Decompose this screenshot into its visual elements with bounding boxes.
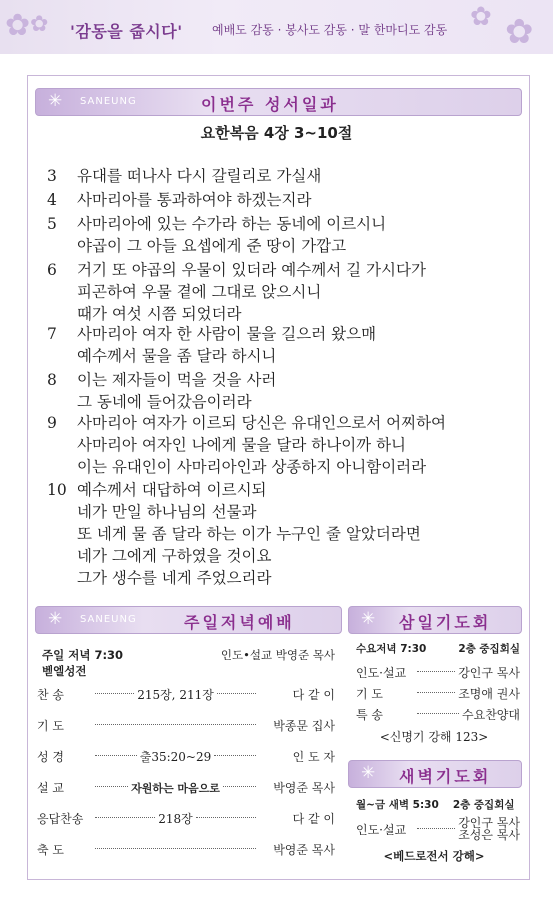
verse-10 [47,479,517,589]
order-label: 응답찬송 [37,812,84,826]
dot-leader [217,692,256,694]
verse-8 [47,369,517,413]
dawn-header-title: 새벽기도회 [399,767,492,786]
order-person: 박영준 목사 [273,843,335,857]
dot-leader [417,712,459,714]
evening-place: 벧엘성전 [42,664,87,678]
verse-number: 9 [47,414,57,432]
dot-leader [95,723,256,725]
star-icon: ✳ [48,609,63,629]
verse-6 [47,259,517,325]
wednesday-row [356,664,520,681]
verse-number: 6 [47,261,57,279]
dawn-header-bar [348,760,522,788]
dawn-note: <베드로전서 강해> [383,849,485,863]
flower-icon: ✿ [505,12,534,52]
verse-9 [47,412,517,478]
order-person: 다 같 이 [292,688,335,702]
wednesday-person: 강인구 목사 [458,666,520,680]
order-label: 축 도 [37,843,64,857]
verse-text: 거기 또 야곱의 우물이 있더라 예수께서 길 가시다가 피곤하여 우물 곁에 그대로 앉으시니 때가 여섯 시쯤 되었더라 [77,261,426,323]
verse-text: 예수께서 대답하여 이르시되 네가 만일 하나님의 선물과 또 네게 물 좀 달라 하는 이가 누구인 줄 알았더라면 네가 그에게 구하였을 것이요 그가 생수를 네게 주었으리라 [77,481,421,587]
brand-label: SANEUNG [80,614,137,625]
dot-leader [417,670,455,672]
verse-number: 7 [47,325,57,343]
evening-leader: 인도•설교 박영준 목사 [220,648,335,662]
dawn-time: 월~금 새벽 5:30 [356,799,439,811]
dot-leader [214,754,256,756]
dot-leader [196,816,256,818]
verse-number: 5 [47,215,57,233]
dot-leader [95,785,128,787]
order-row [37,779,335,796]
order-label: 기 도 [37,719,64,733]
verse-text: 이는 제자들이 먹을 것을 사러 그 동네에 들어갔음이러라 [77,371,277,411]
order-person: 박종문 집사 [273,719,335,733]
order-person: 박영준 목사 [273,781,335,795]
wednesday-time: 수요저녁 7:30 [356,643,427,655]
wednesday-label: 인도·설교 [356,666,407,680]
order-detail: 출35:20~29 [139,750,212,764]
star-icon: ✳ [361,763,376,783]
verse-number: 3 [47,167,57,185]
evening-time: 주일 저녁 7:30 [42,648,124,662]
banner-title: '감동을 줍시다' [70,22,183,41]
passage-reference: 요한복음 4장 3~10절 [200,124,353,142]
verse-text: 사마리아에 있는 수가라 하는 동네에 이르시니 야곱이 그 아들 요셉에게 준 땅이 가깝고 [77,215,387,255]
wednesday-note: <신명기 강해 123> [379,730,489,744]
wednesday-person: 수요찬양대 [462,708,520,722]
dot-leader [223,785,256,787]
order-row [37,717,335,734]
wednesday-person: 조명애 권사 [458,687,520,701]
dot-leader [417,691,455,693]
dawn-leader-2: 조성은 목사 [458,828,520,842]
flower-icon: ✿ [5,8,31,43]
order-detail: 218장 [158,812,193,826]
dot-leader [95,847,256,849]
order-row [37,686,335,703]
dawn-leader-1: 강인구 목사 [458,816,520,830]
dot-leader [95,754,137,756]
verse-text: 유대를 떠나사 다시 갈릴리로 가실새 [77,167,322,185]
brand-label: SANEUNG [80,96,137,107]
verse-text: 사마리아를 통과하여야 하겠는지라 [77,191,312,209]
star-icon: ✳ [361,609,376,629]
dawn-place: 2층 중집회실 [452,799,515,811]
dot-leader [95,692,134,694]
verse-7 [47,323,517,367]
verse-number: 8 [47,371,57,389]
dawn-info [356,797,520,812]
verse-3 [47,165,517,187]
verse-5 [47,213,517,257]
flower-icon: ✿ [470,2,492,32]
wednesday-header-bar [348,606,522,634]
dawn-row [356,817,520,841]
verse-text: 사마리아 여자 한 사람이 물을 길으러 왔으매 예수께서 물을 좀 달라 하시니 [77,325,377,365]
order-row [37,810,335,827]
wednesday-row [356,685,520,702]
sermon-title: 자원하는 마음으로 [131,781,220,795]
bible-header-bar [35,88,522,116]
order-row [37,748,335,765]
dawn-leaders [458,817,520,841]
order-row [37,841,335,858]
verse-number: 4 [47,191,57,209]
order-label: 설 교 [37,781,64,795]
order-label: 찬 송 [37,688,64,702]
wednesday-info [356,641,520,656]
banner-subtitle: 예배도 감동 · 봉사도 감동 · 말 한마디도 감동 [212,23,448,37]
wednesday-header-title: 삼일기도회 [399,613,492,632]
dawn-label: 인도·설교 [356,822,407,837]
dot-leader [417,827,455,829]
order-person: 인 도 자 [292,750,335,764]
top-banner [0,0,553,54]
evening-info [42,647,335,663]
evening-header-bar [35,606,342,634]
verse-4 [47,189,517,211]
evening-header-title: 주일저녁예배 [184,613,295,632]
order-person: 다 같 이 [292,812,335,826]
wednesday-place: 2층 중집회실 [458,643,520,655]
wednesday-label: 특 송 [356,708,383,722]
order-label: 성 경 [37,750,64,764]
verse-number: 10 [47,481,67,499]
wednesday-label: 기 도 [356,687,383,701]
wednesday-row [356,706,520,723]
flower-icon: ✿ [30,12,49,37]
star-icon: ✳ [48,91,63,111]
dot-leader [95,816,155,818]
bible-header-title: 이번주 성서일과 [201,95,339,114]
order-detail: 215장, 211장 [137,688,214,702]
verse-text: 사마리아 여자가 이르되 당신은 유대인으로서 어찌하여 사마리아 여자인 나에게 물을 달라 하나이까 하니 이는 유대인이 사마리아인과 상종하지 아니함이러라 [77,414,447,476]
